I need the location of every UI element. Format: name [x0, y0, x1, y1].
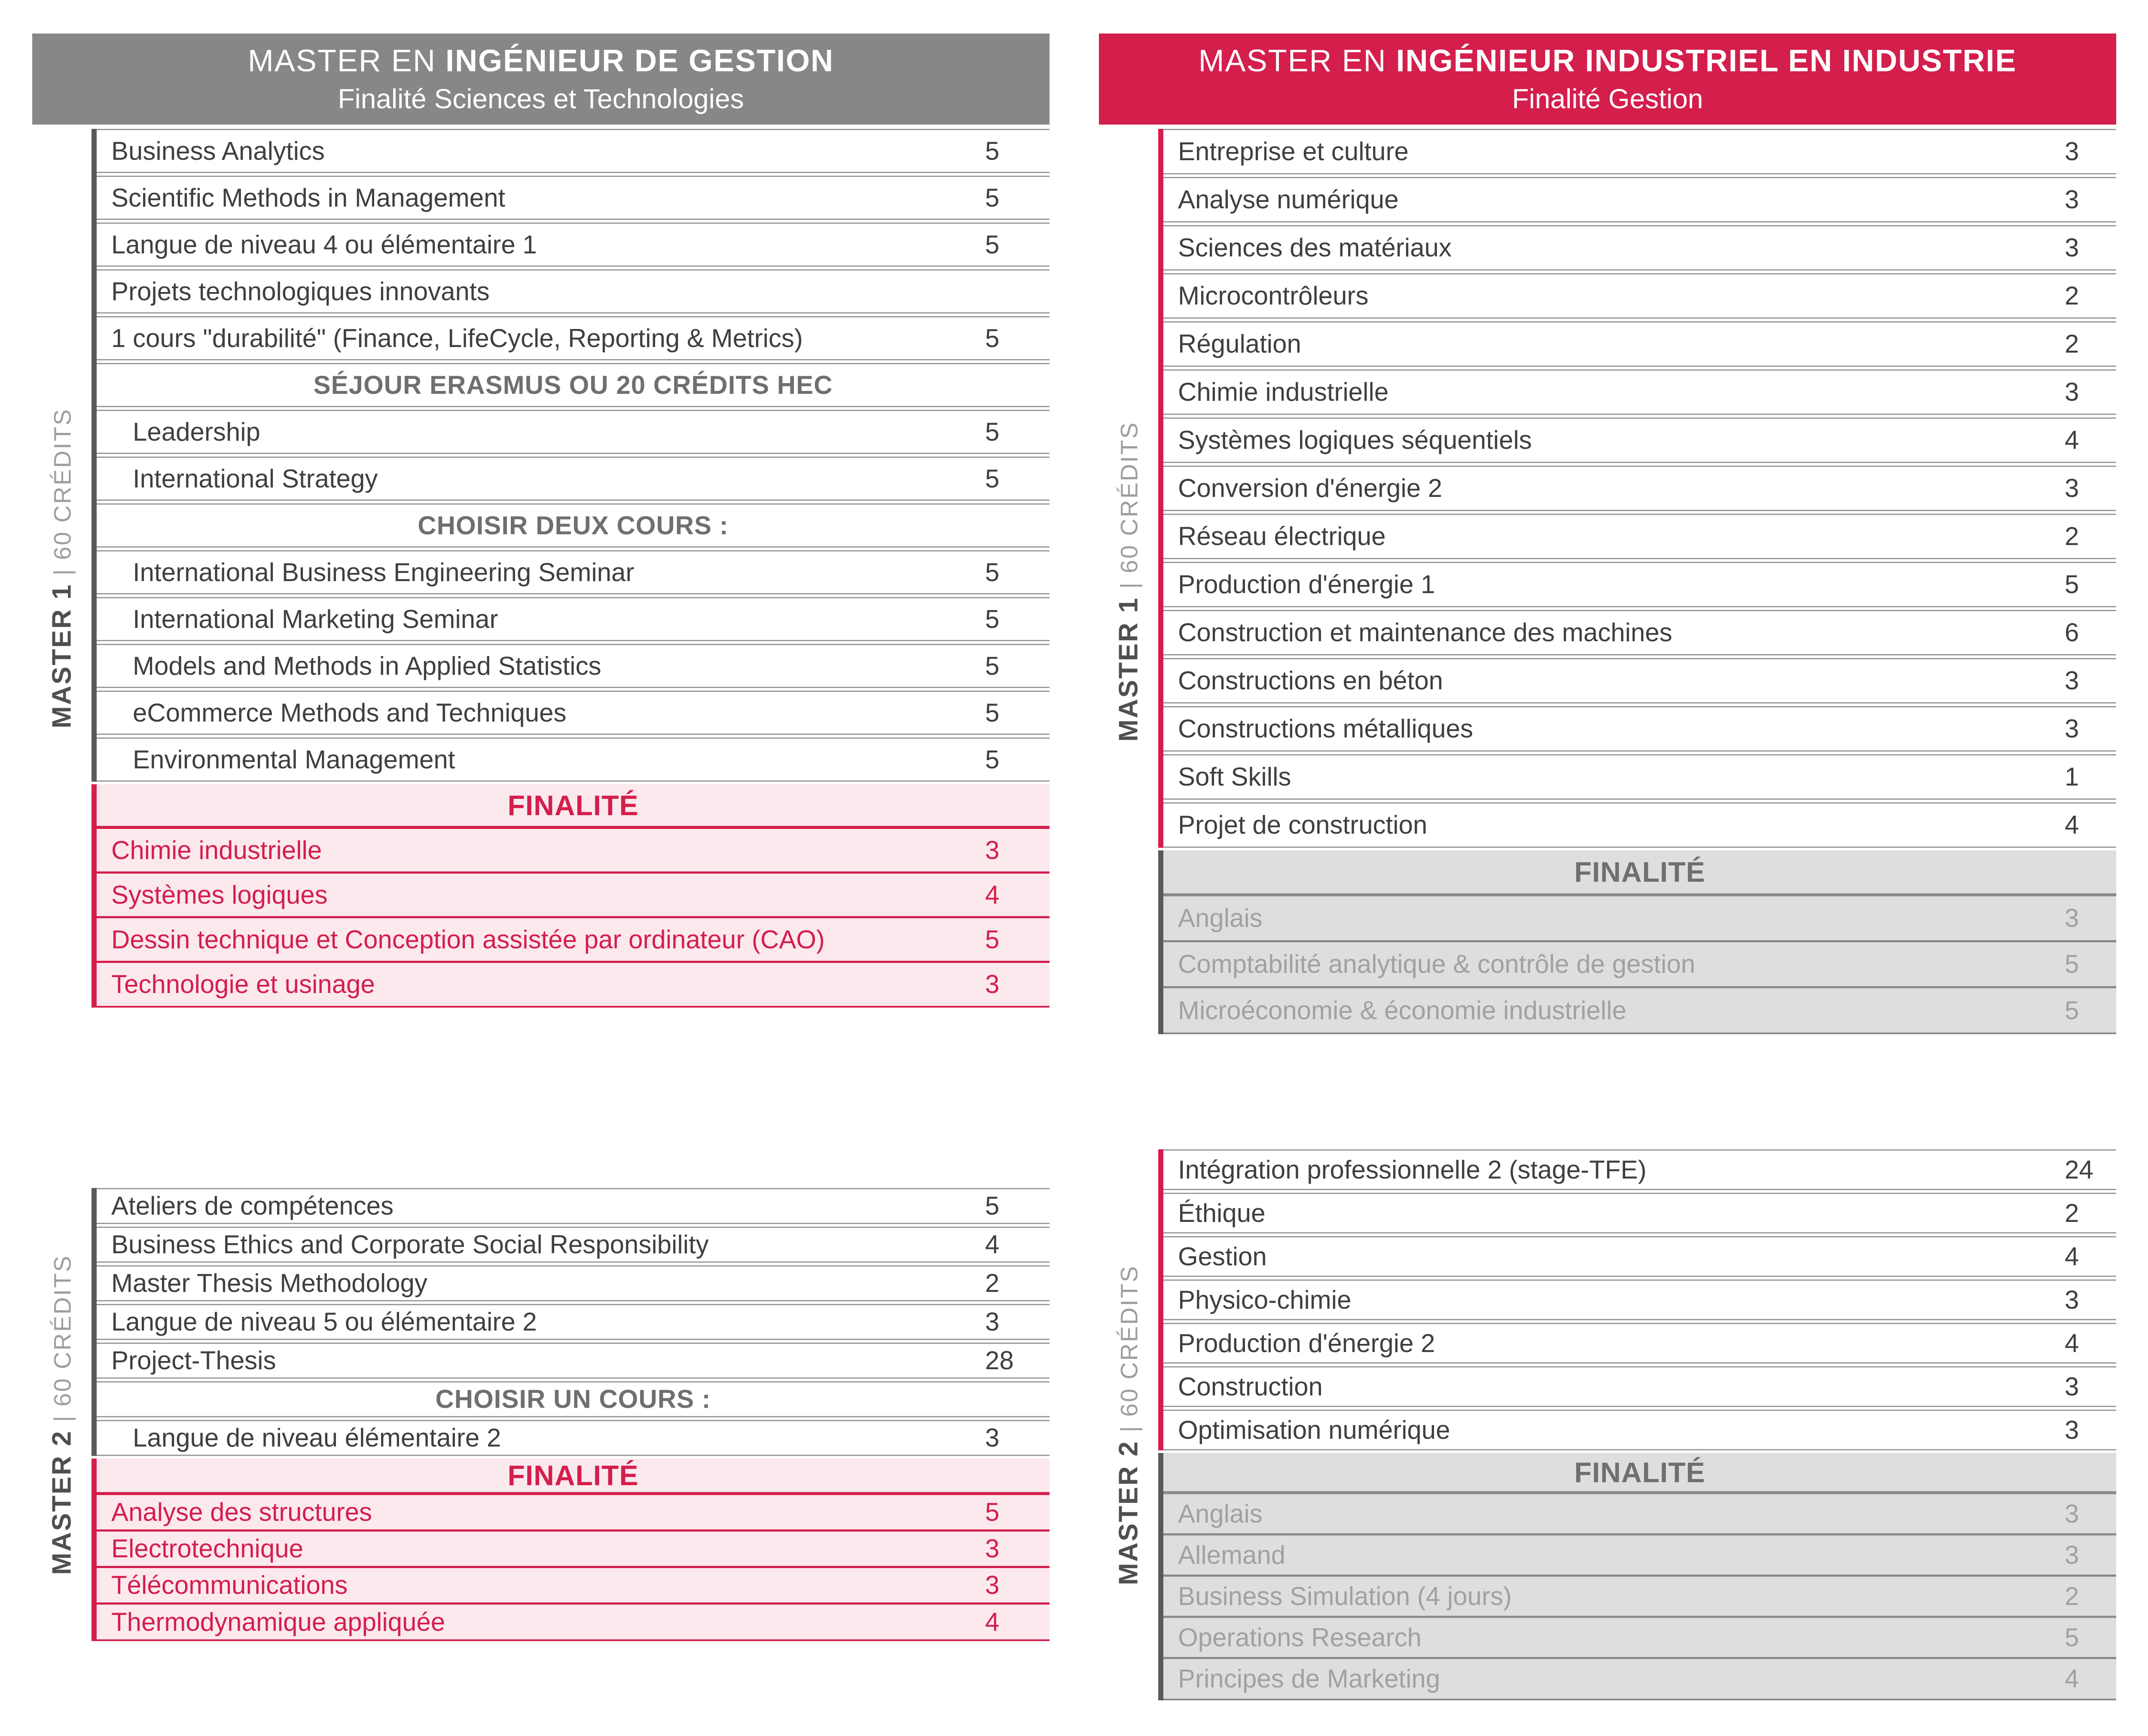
course-credits: 5	[985, 925, 1000, 954]
course-label: Technologie et usinage	[111, 970, 375, 999]
program-subtitle: Finalité Sciences et Technologies	[338, 83, 744, 114]
course-label: Éthique	[1178, 1198, 1266, 1227]
course-credits: 5	[985, 417, 1000, 446]
course-row	[1163, 1149, 2116, 1190]
side-label-credits: | 60 CRÉDITS	[1115, 421, 1143, 597]
course-credits: 28	[985, 1346, 1014, 1375]
course-label: Comptabilité analytique & contrôle de gestion	[1178, 950, 1696, 978]
course-label: Anglais	[1178, 904, 1263, 932]
course-credits: 3	[985, 1571, 1000, 1599]
finalite-header-label: FINALITÉ	[507, 789, 639, 821]
course-row	[97, 737, 1050, 782]
course-label: Operations Research	[1178, 1623, 1422, 1652]
course-label: Constructions métalliques	[1178, 714, 1473, 743]
program-column-gestion	[32, 34, 1050, 1641]
course-rows	[92, 1188, 1050, 1641]
course-label: Business Analytics	[111, 136, 325, 165]
course-row	[1163, 1410, 2116, 1450]
course-label: Régulation	[1178, 329, 1301, 358]
course-row	[1163, 706, 2116, 752]
finalite-course-row	[97, 1495, 1050, 1532]
course-label: Optimisation numérique	[1178, 1415, 1450, 1444]
section-header-row	[97, 1381, 1050, 1417]
course-credits: 3	[2065, 137, 2079, 166]
course-row	[1163, 754, 2116, 800]
side-label-bold: MASTER 2	[47, 1429, 77, 1575]
finalite-course-row	[1163, 1494, 2116, 1535]
course-row	[1163, 562, 2116, 607]
course-label: Production d'énergie 1	[1178, 570, 1435, 599]
program-subtitle: Finalité Gestion	[1512, 83, 1703, 114]
course-credits: 2	[2065, 281, 2079, 310]
course-credits: 5	[985, 557, 1000, 587]
course-label: Systèmes logiques	[111, 880, 328, 909]
course-credits: 4	[985, 1607, 1000, 1636]
program-title	[248, 43, 834, 79]
finalite-header-row	[1163, 1453, 2116, 1494]
course-label: Intégration professionnelle 2 (stage-TFE)	[1178, 1155, 1647, 1184]
course-label: Analyse des structures	[111, 1498, 372, 1526]
side-label-master2	[1099, 1149, 1158, 1700]
course-row	[97, 1304, 1050, 1340]
course-credits: 3	[985, 1423, 1000, 1452]
section-header-label: CHOISIR UN COURS :	[435, 1385, 711, 1413]
course-row	[97, 597, 1050, 641]
course-credits: 4	[985, 1230, 1000, 1259]
program-title-bold: INGÉNIEUR DE GESTION	[445, 44, 834, 78]
course-label: Ateliers de compétences	[111, 1191, 394, 1220]
course-credits: 3	[2065, 714, 2079, 743]
course-row	[97, 457, 1050, 501]
course-credits: 3	[985, 835, 1000, 865]
course-credits: 2	[985, 1269, 1000, 1297]
side-label-credits: | 60 CRÉDITS	[49, 408, 76, 584]
course-row	[97, 1188, 1050, 1224]
course-credits: 3	[2065, 378, 2079, 406]
master1-table-gestion	[47, 129, 1050, 1008]
course-label: Business Ethics and Corporate Social Responsibility	[111, 1230, 709, 1259]
course-credits: 6	[2065, 618, 2079, 647]
course-label: Langue de niveau 5 ou élémentaire 2	[111, 1307, 537, 1336]
course-label: Entreprise et culture	[1178, 137, 1409, 166]
course-label: International Marketing Seminar	[133, 604, 498, 633]
side-label-master2	[32, 1188, 92, 1641]
course-row	[97, 222, 1050, 267]
course-row	[97, 691, 1050, 735]
course-credits: 2	[2065, 329, 2079, 358]
course-label: 1 cours "durabilité" (Finance, LifeCycle, Reporting & Metrics)	[111, 323, 803, 353]
course-rows	[92, 129, 1050, 1008]
course-row	[97, 176, 1050, 220]
course-label: Project-Thesis	[111, 1346, 276, 1375]
course-row	[97, 644, 1050, 688]
finalite-header-label: FINALITÉ	[1574, 856, 1706, 888]
course-credits: 3	[2065, 1540, 2079, 1569]
course-label: Scientific Methods in Management	[111, 183, 506, 212]
course-label: Principes de Marketing	[1178, 1664, 1440, 1693]
course-label: Langue de niveau élémentaire 2	[133, 1423, 501, 1452]
course-credits: 3	[2065, 666, 2079, 695]
course-credits: 5	[985, 136, 1000, 165]
course-row	[1163, 1279, 2116, 1320]
finalite-course-row	[1163, 1535, 2116, 1577]
course-credits: 4	[985, 880, 1000, 909]
course-credits: 3	[2065, 1372, 2079, 1401]
course-credits: 3	[2065, 474, 2079, 503]
course-row	[97, 1343, 1050, 1379]
course-credits: 5	[2065, 1623, 2079, 1652]
course-credits: 5	[985, 698, 1000, 727]
finalite-course-row	[97, 963, 1050, 1008]
course-section	[92, 129, 1050, 782]
program-title-prefix: MASTER EN	[1198, 44, 1396, 78]
course-credits: 3	[985, 1534, 1000, 1563]
master2-table-industriel	[1114, 1149, 2116, 1700]
course-row	[1163, 802, 2116, 848]
course-section	[1158, 129, 2116, 848]
course-row	[97, 269, 1050, 314]
course-credits: 1	[2065, 762, 2079, 791]
course-label: Réseau électrique	[1178, 522, 1386, 551]
course-row	[97, 129, 1050, 173]
course-credits: 4	[2065, 810, 2079, 839]
course-label: Dessin technique et Conception assistée par ordinateur (CAO)	[111, 925, 825, 954]
course-credits: 5	[985, 651, 1000, 680]
course-row	[1163, 321, 2116, 367]
course-rows	[1158, 1149, 2116, 1700]
finalite-course-row	[97, 918, 1050, 963]
finalite-course-row	[1163, 1659, 2116, 1700]
course-label: Conversion d'énergie 2	[1178, 474, 1443, 503]
course-credits: 5	[985, 323, 1000, 353]
course-credits: 3	[2065, 904, 2079, 932]
finalite-header-row	[97, 784, 1050, 829]
course-label: International Business Engineering Seminar	[133, 557, 635, 587]
finalite-course-row	[1163, 1618, 2116, 1659]
course-row	[1163, 514, 2116, 559]
course-label: Construction	[1178, 1372, 1323, 1401]
finalite-course-row	[1163, 1577, 2116, 1618]
section-header-label: SÉJOUR ERASMUS OU 20 CRÉDITS HEC	[313, 370, 833, 399]
section-header-row	[97, 363, 1050, 407]
course-credits: 5	[2065, 570, 2079, 599]
course-label: Construction et maintenance des machines	[1178, 618, 1672, 647]
course-row	[1163, 1323, 2116, 1364]
finalite-course-row	[97, 1532, 1050, 1568]
course-row	[1163, 610, 2116, 655]
course-credits: 3	[2065, 233, 2079, 262]
course-credits: 3	[985, 970, 1000, 999]
course-label: Projet de construction	[1178, 810, 1428, 839]
finalite-section	[1158, 1453, 2116, 1700]
course-label: Télécommunications	[111, 1571, 348, 1599]
course-label: Analyse numérique	[1178, 185, 1399, 214]
master2-table-gestion	[47, 1188, 1050, 1641]
course-label: Langue de niveau 4 ou élémentaire 1	[111, 230, 537, 259]
course-credits: 5	[985, 1498, 1000, 1526]
course-label: Sciences des matériaux	[1178, 233, 1452, 262]
course-credits: 24	[2065, 1155, 2093, 1184]
course-row	[1163, 658, 2116, 704]
course-label: Business Simulation (4 jours)	[1178, 1581, 1512, 1611]
course-row	[97, 1227, 1050, 1263]
course-credits: 2	[2065, 1581, 2079, 1611]
course-label: Electrotechnique	[111, 1534, 303, 1563]
course-label: eCommerce Methods and Techniques	[133, 698, 567, 727]
course-credits: 5	[985, 1191, 1000, 1220]
course-credits: 5	[985, 464, 1000, 493]
course-label: Allemand	[1178, 1540, 1286, 1569]
finalite-header-label: FINALITÉ	[507, 1459, 639, 1491]
side-label-bold: MASTER 2	[1114, 1440, 1144, 1585]
course-label: Systèmes logiques séquentiels	[1178, 426, 1532, 454]
side-label-master1	[32, 129, 92, 1008]
program-column-industriel	[1099, 34, 2116, 1700]
course-rows	[1158, 129, 2116, 1034]
course-label: Leadership	[133, 417, 260, 446]
course-row	[1163, 177, 2116, 222]
finalite-course-row	[1163, 988, 2116, 1034]
course-row	[97, 1420, 1050, 1456]
course-label: Production d'énergie 2	[1178, 1328, 1435, 1358]
program-header-gestion	[32, 34, 1050, 125]
course-credits: 5	[2065, 950, 2079, 978]
side-label-bold: MASTER 1	[1114, 597, 1144, 742]
course-credits: 5	[2065, 996, 2079, 1025]
course-label: Microéconomie & économie industrielle	[1178, 996, 1626, 1025]
course-label: Gestion	[1178, 1242, 1267, 1271]
course-label: Soft Skills	[1178, 762, 1291, 791]
course-row	[1163, 273, 2116, 319]
course-row	[1163, 129, 2116, 174]
program-title-prefix: MASTER EN	[247, 44, 445, 78]
course-row	[1163, 1236, 2116, 1277]
finalite-section	[92, 784, 1050, 1008]
program-header-industriel	[1099, 34, 2116, 125]
course-label: Environmental Management	[133, 745, 455, 774]
course-label: Master Thesis Methodology	[111, 1269, 427, 1297]
course-label: Constructions en béton	[1178, 666, 1443, 695]
course-credits: 2	[2065, 1198, 2079, 1227]
side-label-bold: MASTER 1	[47, 583, 77, 728]
course-row	[1163, 466, 2116, 511]
side-label-master1	[1099, 129, 1158, 1034]
course-label: Microcontrôleurs	[1178, 281, 1369, 310]
course-credits: 5	[985, 604, 1000, 633]
course-label: Chimie industrielle	[1178, 378, 1389, 406]
course-row	[1163, 225, 2116, 271]
course-label: Models and Methods in Applied Statistics	[133, 651, 601, 680]
course-section	[1158, 1149, 2116, 1450]
course-row	[1163, 417, 2116, 463]
master1-table-industriel	[1114, 129, 2116, 1034]
course-row	[1163, 369, 2116, 415]
finalite-course-row	[1163, 942, 2116, 988]
course-credits: 5	[985, 745, 1000, 774]
side-label-credits: | 60 CRÉDITS	[1115, 1264, 1143, 1440]
finalite-course-row	[97, 1568, 1050, 1605]
course-label: Thermodynamique appliquée	[111, 1607, 445, 1636]
finalite-header-row	[97, 1459, 1050, 1495]
course-label: Projets technologiques innovants	[111, 277, 490, 306]
course-credits: 4	[2065, 1664, 2079, 1693]
course-row	[97, 316, 1050, 360]
course-credits: 4	[2065, 1242, 2079, 1271]
finalite-course-row	[1163, 896, 2116, 942]
course-credits: 4	[2065, 1328, 2079, 1358]
section-header-label: CHOISIR DEUX COURS :	[418, 511, 729, 540]
course-row	[1163, 1366, 2116, 1407]
course-row	[97, 550, 1050, 594]
course-label: Physico-chimie	[1178, 1285, 1352, 1314]
finalite-section	[92, 1459, 1050, 1641]
course-credits: 4	[2065, 426, 2079, 454]
section-header-row	[97, 503, 1050, 548]
course-label: International Strategy	[133, 464, 378, 493]
course-row	[97, 410, 1050, 454]
program-title-bold: INGÉNIEUR INDUSTRIEL EN INDUSTRIE	[1396, 44, 2017, 78]
finalite-course-row	[97, 874, 1050, 918]
course-label: Anglais	[1178, 1499, 1263, 1528]
course-credits: 3	[2065, 1415, 2079, 1444]
course-label: Chimie industrielle	[111, 835, 322, 865]
finalite-header-row	[1163, 850, 2116, 896]
course-section	[92, 1188, 1050, 1456]
finalite-course-row	[97, 1605, 1050, 1641]
course-credits: 3	[2065, 1285, 2079, 1314]
course-credits: 3	[2065, 185, 2079, 214]
side-label-credits: | 60 CRÉDITS	[49, 1254, 76, 1430]
course-credits: 5	[985, 183, 1000, 212]
finalite-course-row	[97, 829, 1050, 874]
course-credits: 3	[2065, 1499, 2079, 1528]
program-title	[1199, 43, 2017, 79]
course-credits: 2	[2065, 522, 2079, 551]
finalite-section	[1158, 850, 2116, 1034]
course-credits: 3	[985, 1307, 1000, 1336]
course-row	[97, 1265, 1050, 1301]
finalite-header-label: FINALITÉ	[1574, 1456, 1706, 1488]
course-row	[1163, 1193, 2116, 1233]
course-credits: 5	[985, 230, 1000, 259]
